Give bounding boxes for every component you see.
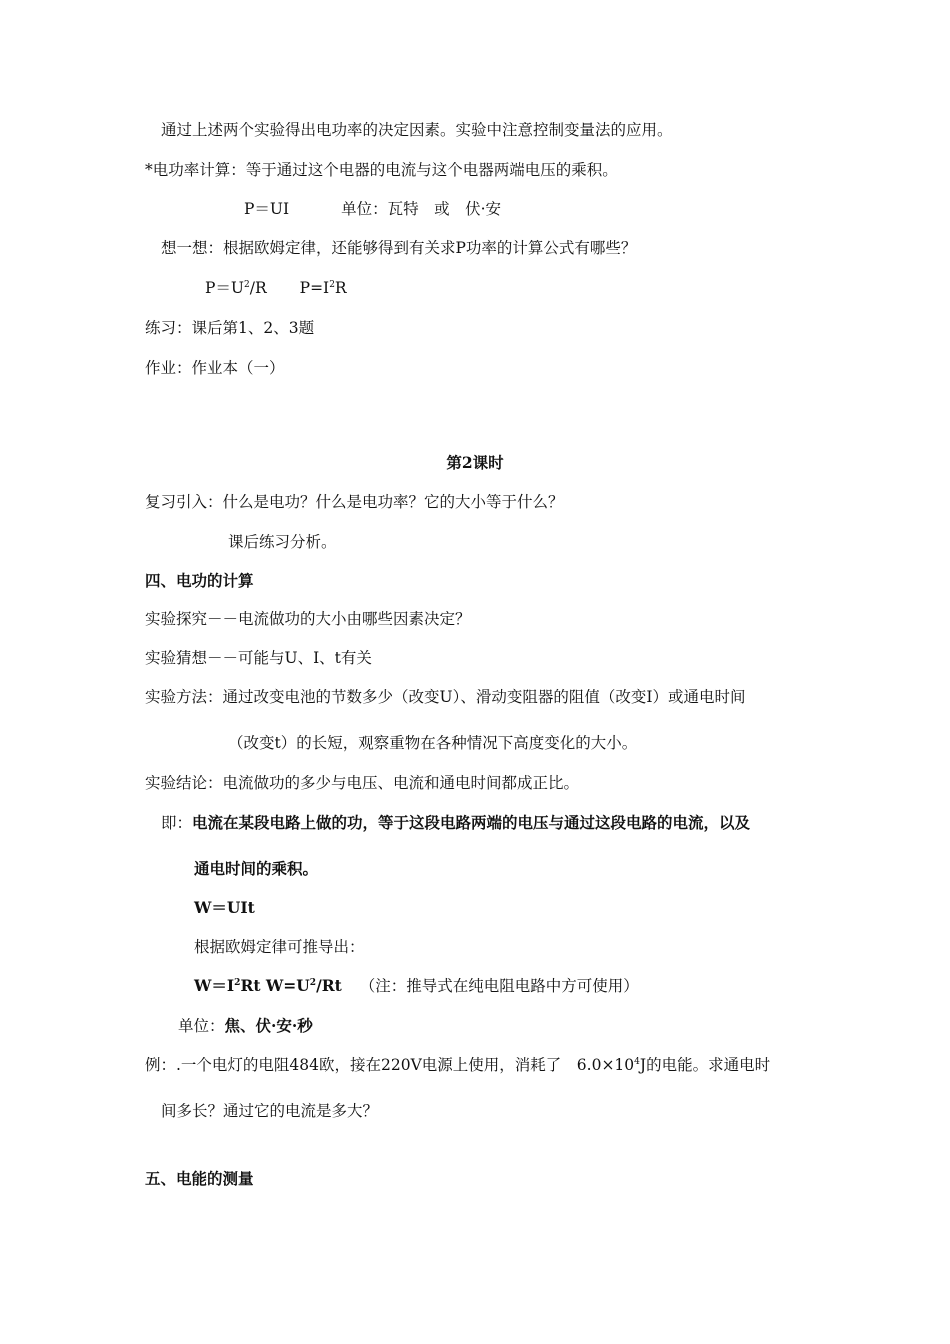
- formula-power-ui: [244, 199, 501, 219]
- paragraph-guess: 实验猜想－－可能与U、I、t有关: [145, 649, 372, 667]
- paragraph-derive: 根据欧姆定律可推导出：: [194, 938, 365, 956]
- unit-text: 单位：瓦特 或 伏·安: [341, 200, 502, 218]
- paragraph-conclusion: 实验结论：电流做功的多少与电压、电流和通电时间都成正比。: [145, 774, 580, 792]
- formula-work-uit: W＝UIt: [194, 898, 255, 917]
- formula-derived-power: [205, 278, 347, 298]
- paragraph-definition: [161, 813, 750, 833]
- formula-work-i2rt-u2rt: $W=I^2Rt$ $W=U^2/Rt$: [194, 976, 342, 995]
- paragraph-experiment-summary: 通过上述两个实验得出电功率的决定因素。实验中注意控制变量法的应用。: [161, 121, 673, 139]
- paragraph-explore: 实验探究－－电流做功的大小由哪些因素决定？: [145, 610, 471, 628]
- formula-p-u2r: $P=U^2/R$: [205, 279, 267, 297]
- formula-work-derived: [194, 976, 639, 996]
- unit-value: 焦、伏·安·秒: [224, 1016, 313, 1035]
- definition-label: 即：: [161, 814, 193, 832]
- section-heading-4: 四、电功的计算: [145, 571, 254, 590]
- paragraph-method-line1: 实验方法：通过改变电池的节数多少（改变U）、滑动变阻器的阻值（改变I）或通电时间: [145, 688, 746, 706]
- paragraph-example-line2: 间多长？通过它的电流是多大？: [161, 1102, 379, 1120]
- formula-p-i2r: $P=I^2R$: [299, 279, 347, 297]
- paragraph-think: 想一想：根据欧姆定律，还能够得到有关求P功率的计算公式有哪些？: [161, 239, 637, 257]
- section-heading-5: 五、电能的测量: [145, 1169, 254, 1188]
- definition-text-line2: 通电时间的乘积。: [194, 859, 319, 878]
- paragraph-practice: 练习：课后第1、2、3题: [145, 319, 315, 337]
- unit-label: 单位：: [178, 1017, 225, 1035]
- paragraph-review: 复习引入：什么是电功？什么是电功率？它的大小等于什么？: [145, 493, 564, 511]
- paragraph-method-line2: （改变t）的长短，观察重物在各种情况下高度变化的大小。: [228, 734, 638, 752]
- paragraph-exercise-analysis: 课后练习分析。: [228, 533, 337, 551]
- paragraph-homework: 作业：作业本（一）: [145, 359, 285, 377]
- paragraph-power-calculation: *电功率计算：等于通过这个电器的电流与这个电器两端电压的乘积。: [145, 161, 618, 179]
- paragraph-example-line1: 例：.一个电灯的电阻484欧，接在220V电源上使用，消耗了 $6.0\times 10^4J$的电能。求通电时: [145, 1056, 771, 1074]
- lesson-title: 第2课时: [446, 453, 504, 472]
- paragraph-unit: [178, 1016, 313, 1036]
- derivation-note: （注：推导式在纯电阻电路中方可使用）: [359, 977, 639, 995]
- definition-text: 电流在某段电路上做的功，等于这段电路两端的电压与通过这段电路的电流，以及: [192, 813, 751, 832]
- formula-text: P＝UI: [244, 200, 290, 218]
